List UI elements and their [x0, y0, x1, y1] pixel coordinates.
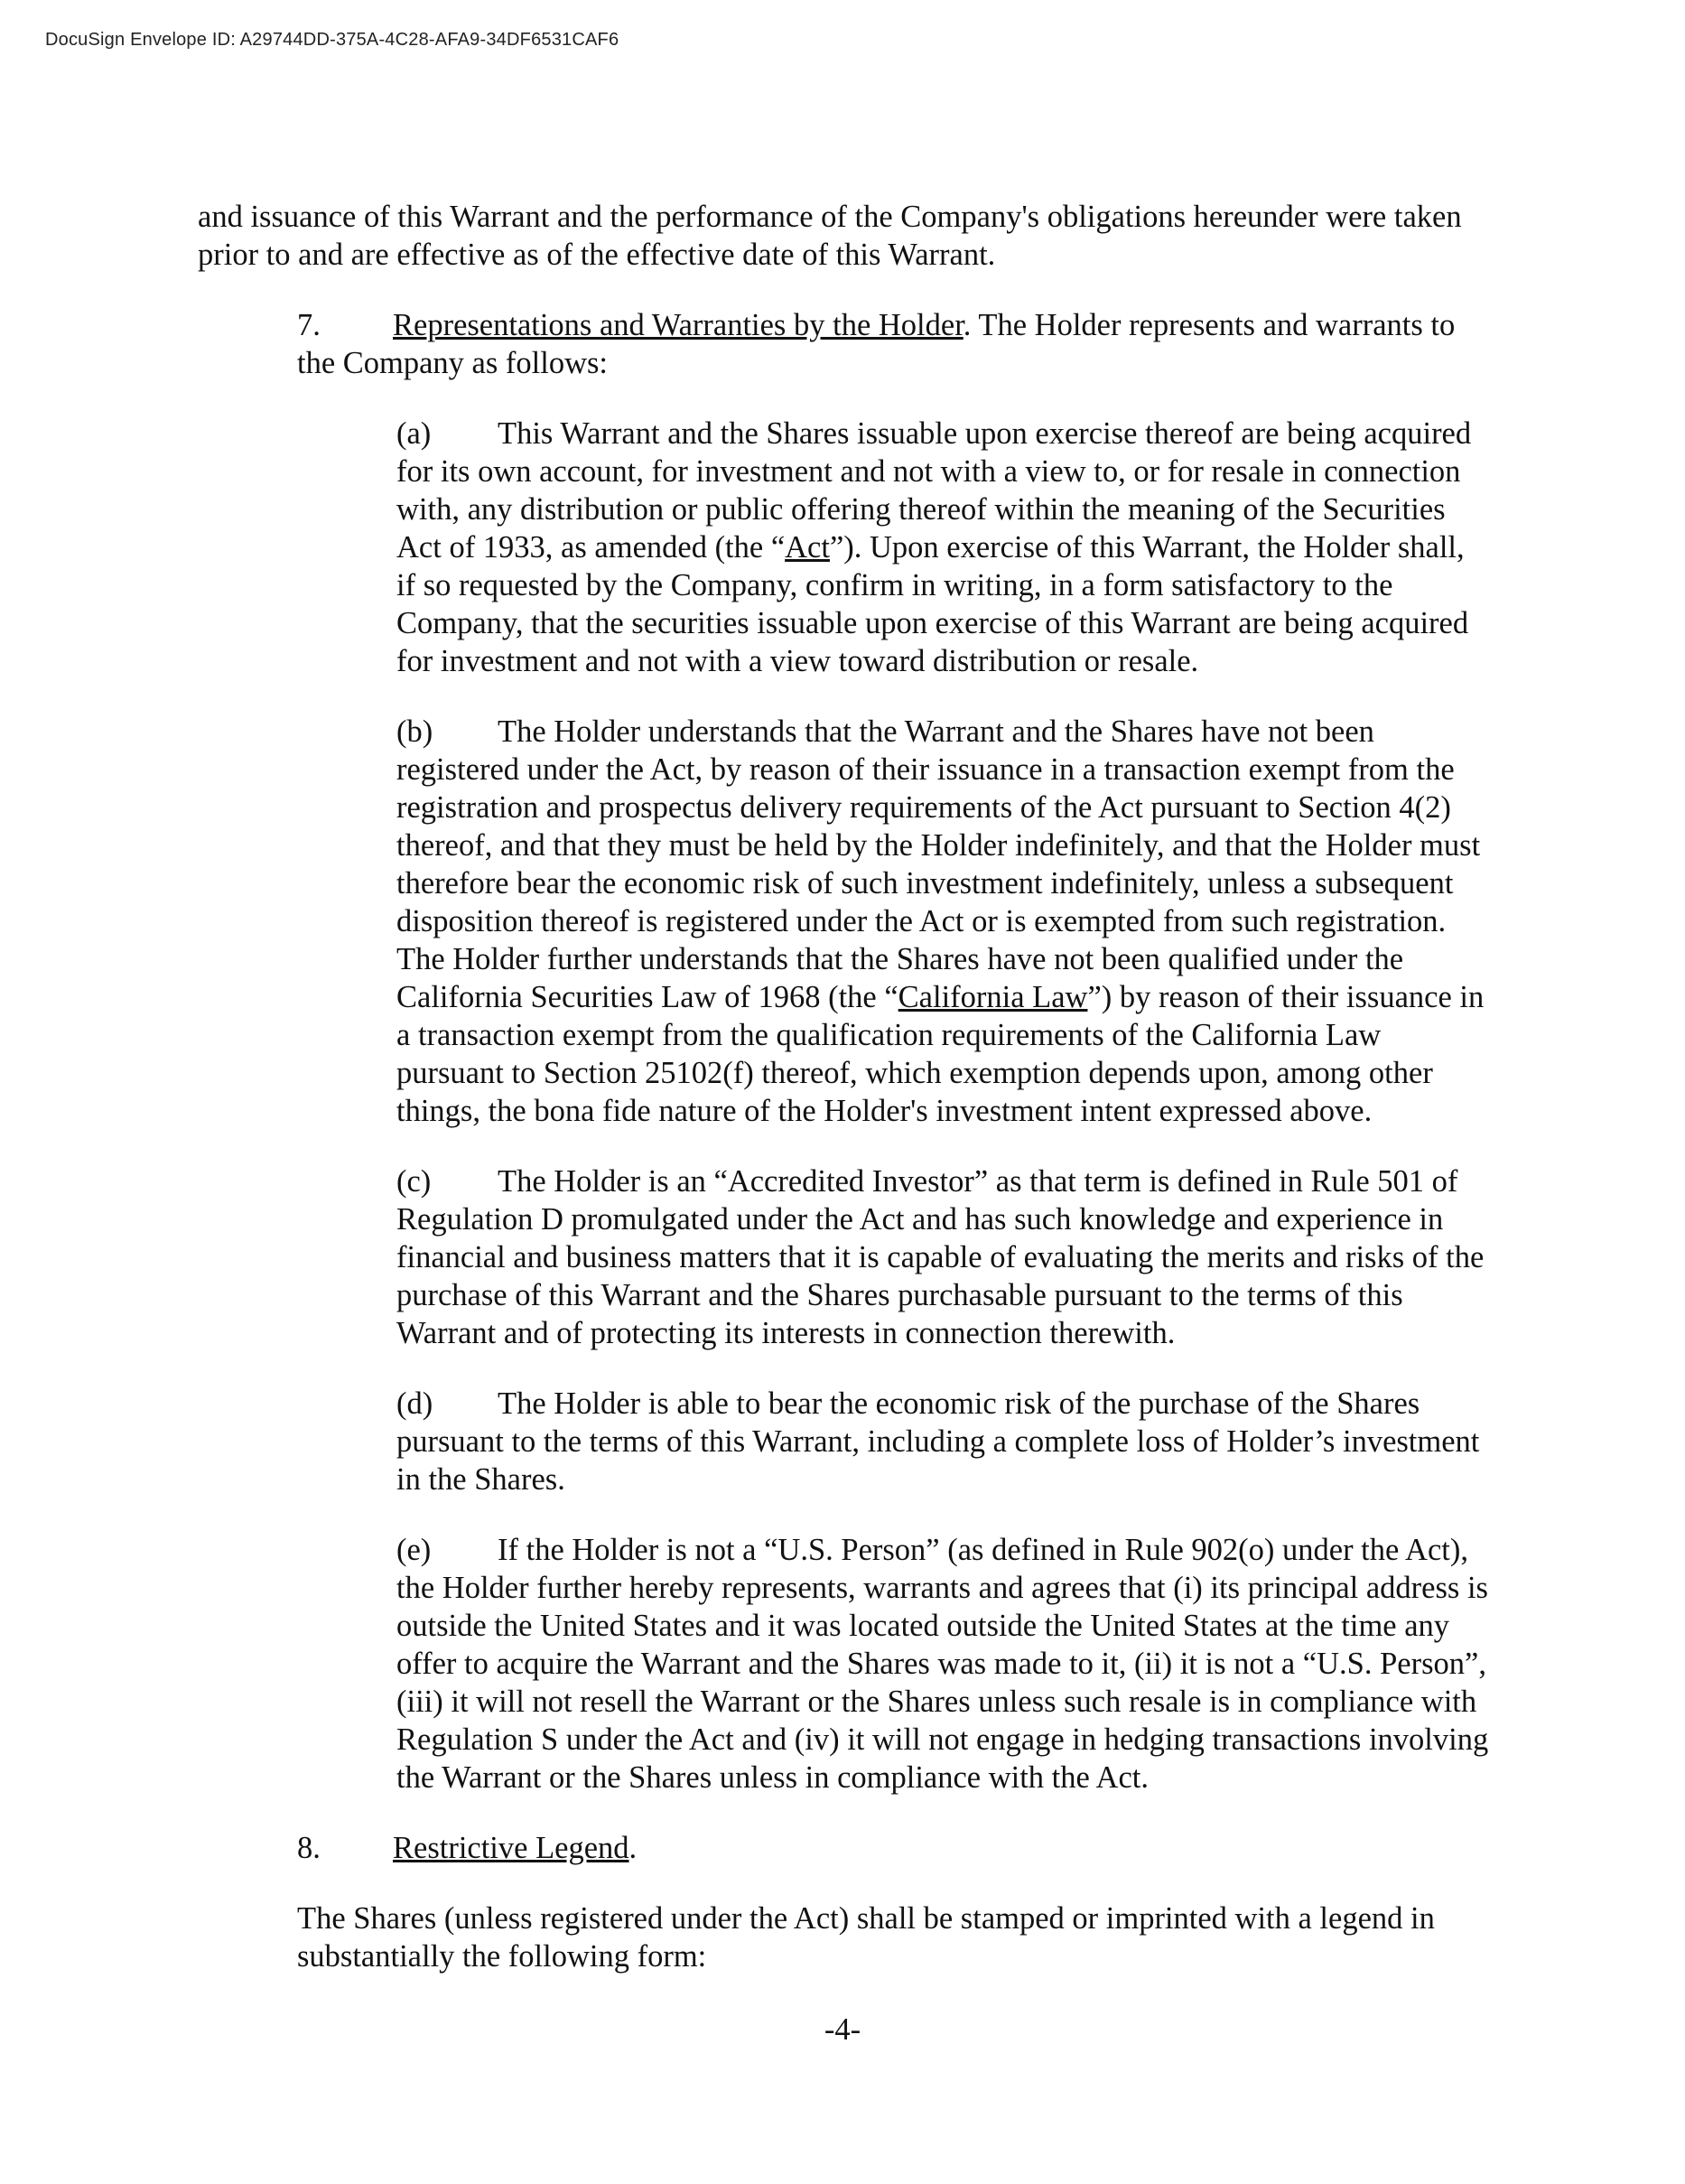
subsection-c-paragraph	[198, 1162, 1489, 1352]
section-8-number: 8.	[297, 1831, 321, 1865]
subsection-b-text-2: ”) by reason of their issuance in a transaction exempt from the qualification requirements of the California Law pursuant to Section 25102(f) thereof, which exemption depends upon, among other things, the bona fide nature of the Holder's investment intent expressed above.	[396, 980, 1485, 1128]
subsection-c-text: The Holder is an “Accredited Investor” as that term is defined in Rule 501 of Regulation D promulgated under the Act and has such knowledge and experience in financial and business matters that it is capable of evaluating the merits and risks of the purchase of this Warrant and the Shares purchasable pursuant to the terms of this Warrant and of protecting its interests in connection therewith.	[396, 1164, 1485, 1350]
subsection-c-label: (c)	[396, 1164, 432, 1199]
subsection-b-label: (b)	[396, 714, 433, 749]
section-7-number: 7.	[297, 308, 321, 342]
subsection-b-paragraph	[198, 713, 1489, 1130]
subsection-a-label: (a)	[396, 416, 432, 451]
section-8-title: Restrictive Legend	[393, 1831, 629, 1865]
subsection-a-term-act: Act	[785, 530, 830, 565]
subsection-d-label: (d)	[396, 1386, 433, 1421]
section-7-paragraph	[198, 306, 1489, 382]
subsection-e-label: (e)	[396, 1533, 432, 1567]
subsection-b-term-california-law: California Law	[898, 980, 1088, 1014]
subsection-e-paragraph	[198, 1531, 1489, 1797]
page-number: -4-	[824, 2012, 861, 2047]
subsection-d-paragraph	[198, 1385, 1489, 1498]
subsection-a-text-2: ”). Upon exercise of this Warrant, the Holder shall, if so requested by the Company, confirm in writing, in a form satisfactory to the Company, that the securities issuable upon exercise of this Warrant are being acquired for investment and not with a view toward distribution or resale.	[396, 530, 1469, 678]
section-7-text: . The Holder represents and warrants to the Company as follows:	[297, 308, 1456, 380]
intro-paragraph: and issuance of this Warrant and the performance of the Company's obligations hereunder were taken prior to and are effective as of the effective date of this Warrant.	[198, 200, 1462, 272]
subsection-d-text: The Holder is able to bear the economic risk of the purchase of the Shares pursuant to the terms of this Warrant, including a complete loss of Holder’s investment in the Shares.	[396, 1386, 1480, 1497]
subsection-e-text: If the Holder is not a “U.S. Person” (as defined in Rule 902(o) under the Act), the Holder further hereby represents, warrants and agrees that (i) its principal address is outside the United States and it was located outside the United States at the time any offer to acquire the Warrant and the Shares was made to it, (ii) it is not a “U.S. Person”, (iii) it will not resell the Warrant or the Shares unless such resale is in compliance with Regulation S under the Act and (iv) it will not engage in hedging transactions involving the Warrant or the Shares unless in compliance with the Act.	[396, 1533, 1489, 1795]
section-8-text: .	[628, 1831, 638, 1865]
docusign-envelope-id: DocuSign Envelope ID: A29744DD-375A-4C28-AFA9-34DF6531CAF6	[45, 30, 619, 50]
section-7-title: Representations and Warranties by the Holder	[393, 308, 964, 342]
subsection-a-text-1: This Warrant and the Shares issuable upon exercise thereof are being acquired for its own account, for investment and not with a view to, or for resale in connection with, any distribution or public offering thereof within the meaning of the Securities Act of 1933, as amended (the “	[396, 416, 1472, 565]
section-8-paragraph	[198, 1829, 1489, 1867]
subsection-a-paragraph	[198, 415, 1489, 680]
document-body	[198, 198, 1489, 1975]
legend-intro-paragraph: The Shares (unless registered under the Act) shall be stamped or imprinted with a legend in substantially the following form:	[297, 1901, 1435, 1974]
subsection-b-text-1: The Holder understands that the Warrant and the Shares have not been registered under the Act, by reason of their issuance in a transaction exempt from the registration and prospectus delivery requirements of the Act pursuant to Section 4(2) thereof, and that they must be held by the Holder indefinitely, and that the Holder must therefore bear the economic risk of such investment indefinitely, unless a subsequent disposition thereof is registered under the Act or is exempted from such registration. The Holder further understands that the Shares have not been qualified under the California Securities Law of 1968 (the “	[396, 714, 1481, 1014]
